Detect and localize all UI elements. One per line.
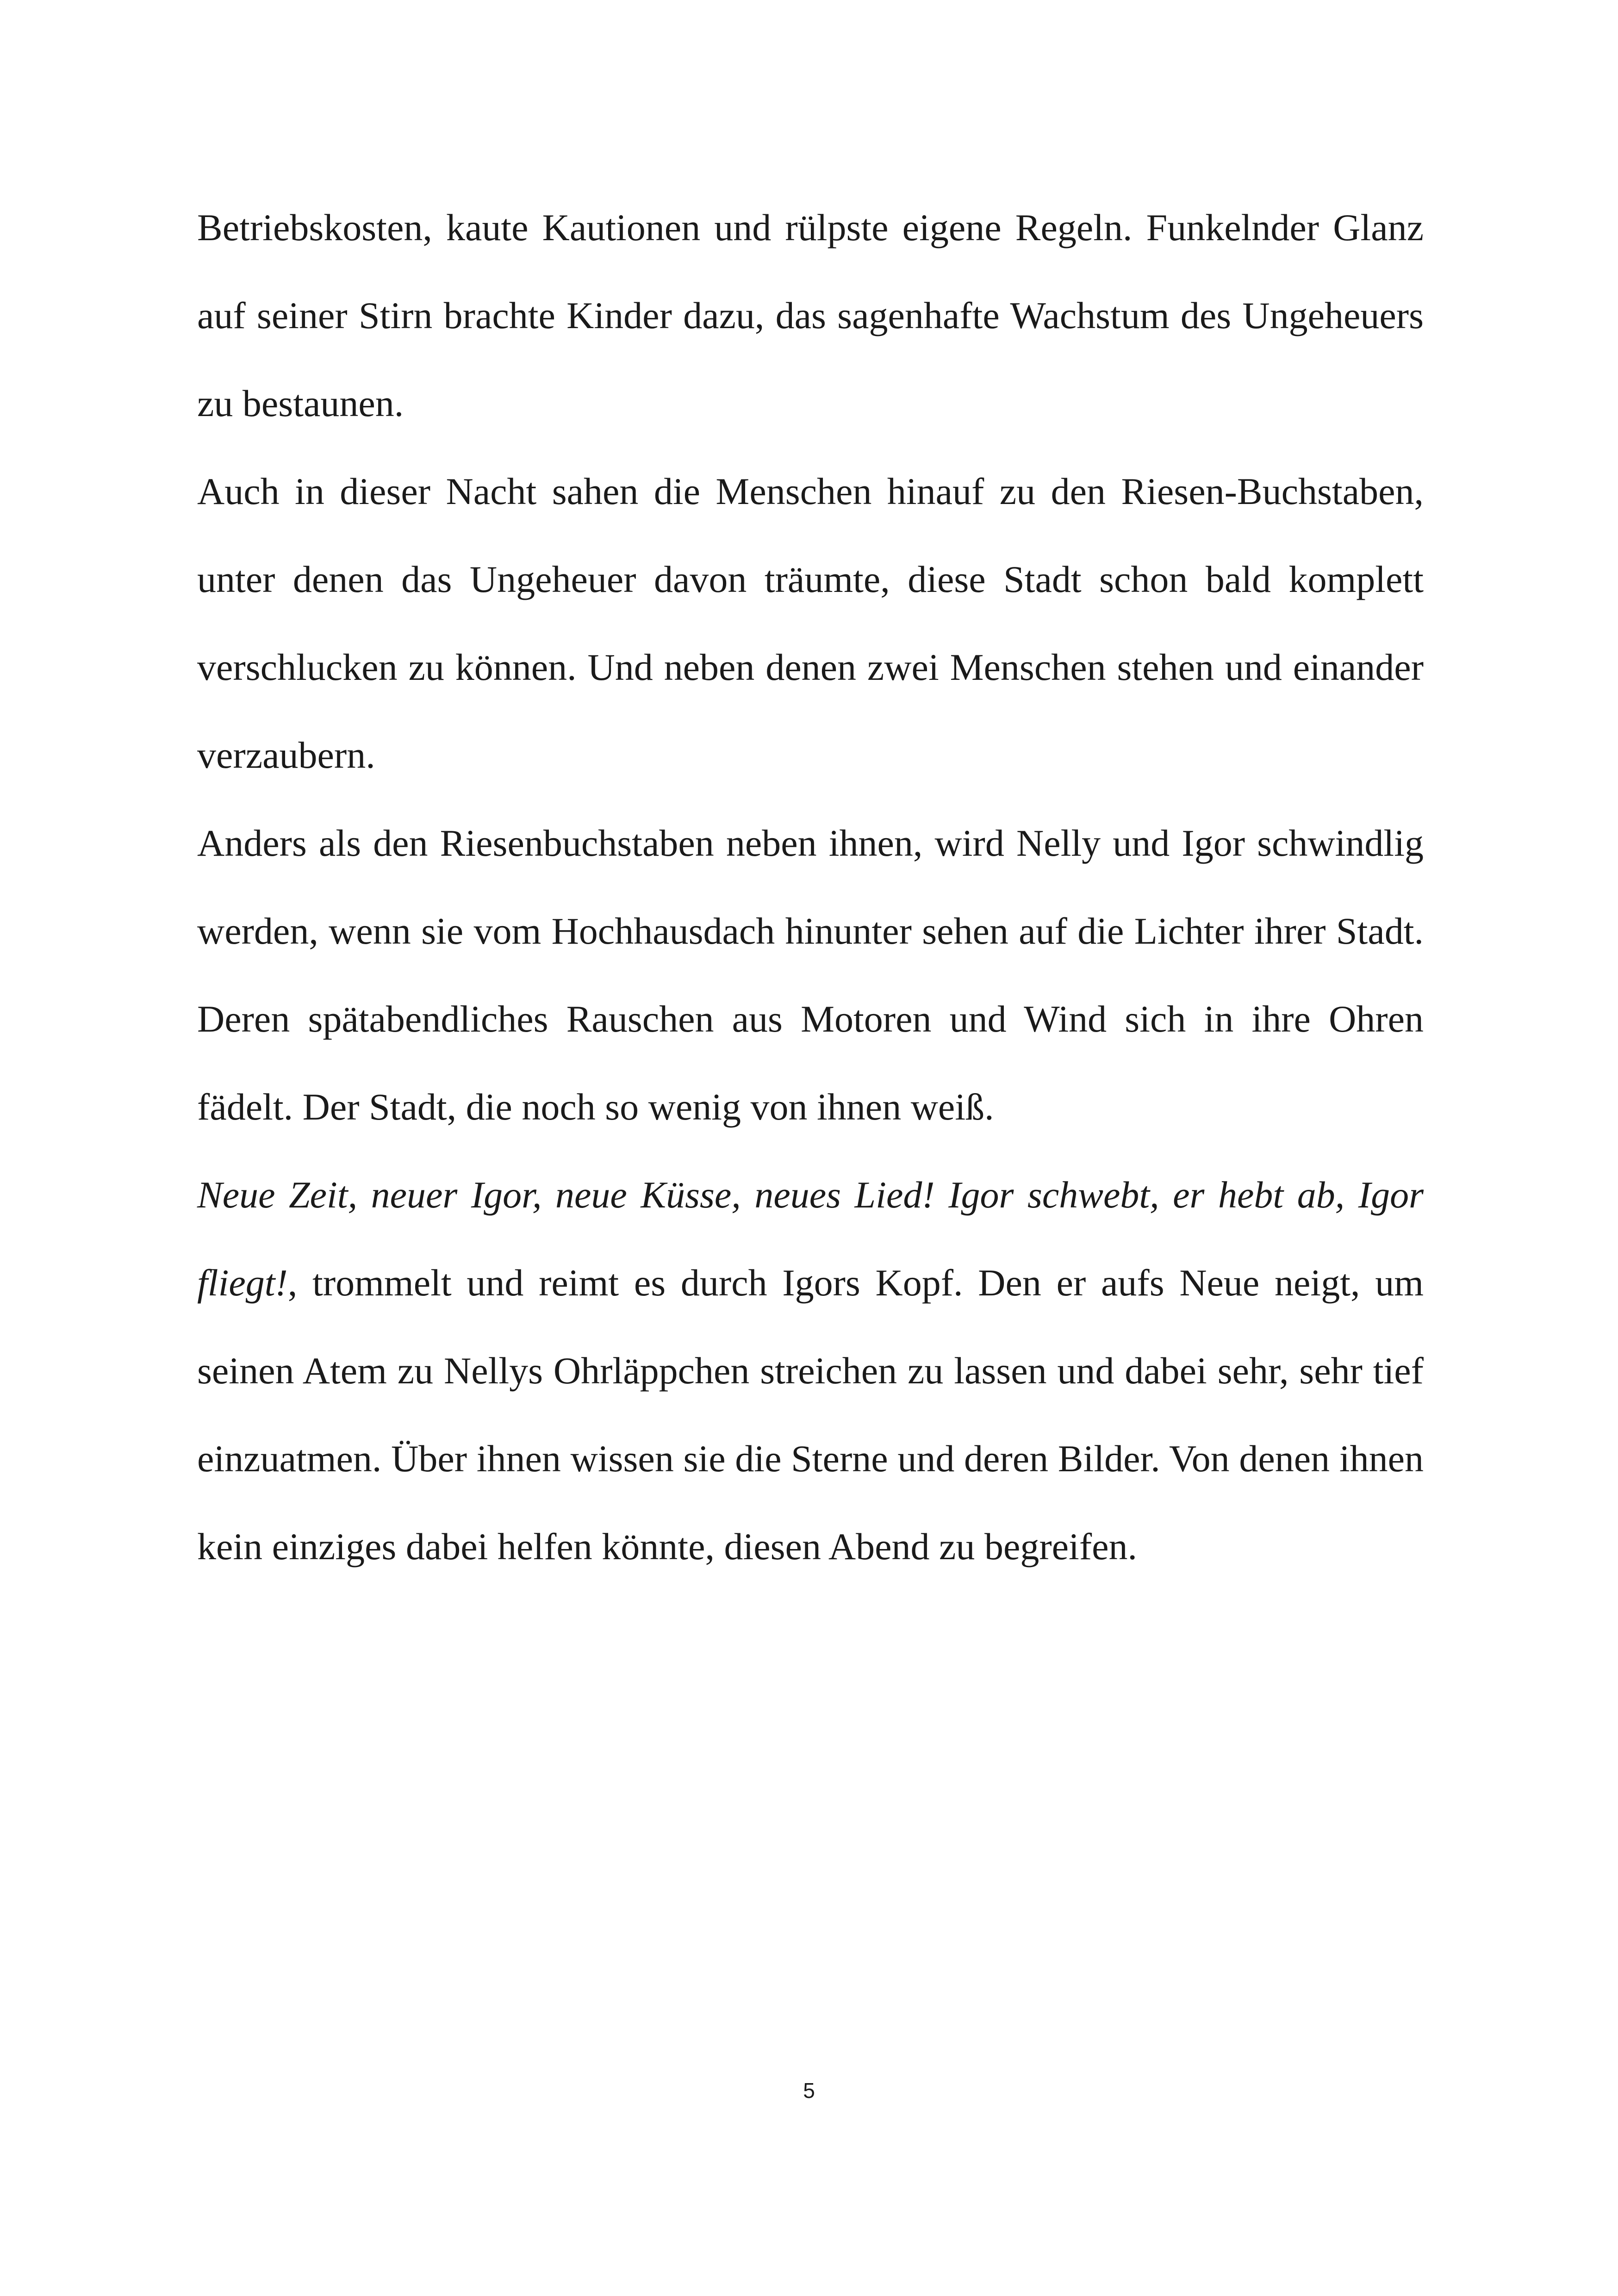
paragraph-4-text: , trommelt und reimt es durch Igors Kopf. Den er aufs Neue neigt, um seinen Atem zu Nellys Ohrläppchen streichen zu lassen und dabei sehr, sehr tief einzuatmen. Über ihnen wissen sie die Sterne und deren Bilder. Von denen ihnen kein einziges dabei helfen könnte, diesen Abend zu begreifen. — [197, 1262, 1424, 1568]
paragraph-2-text: Auch in dieser Nacht sahen die Menschen hinauf zu den Riesen-Buchstaben, unter denen das Ungeheuer davon träumte, diese Stadt schon bald komplett verschlucken zu können. Und neben denen zwei Menschen stehen und einander verzaubern. — [197, 470, 1424, 776]
paragraph-1 — [197, 184, 1424, 448]
paragraph-2 — [197, 448, 1424, 799]
paragraph-3-text: Anders als den Riesenbuchstaben neben ihnen, wird Nelly und Igor schwindlig werden, wenn sie vom Hochhausdach hinunter sehen auf die Lichter ihrer Stadt. Deren spätabendliches Rauschen aus Motoren und Wind sich in ihre Ohren fädelt. Der Stadt, die noch so wenig von ihnen weiß. — [197, 822, 1424, 1128]
paragraph-4-italic-lyric: Neue Zeit, neuer Igor, neue Küsse, neues Lied! Igor schwebt, er hebt ab, Igor fliegt! — [197, 1174, 1424, 1304]
page-number: 5 — [803, 2078, 815, 2103]
paragraph-3 — [197, 799, 1424, 1151]
paragraph-1-text: Betriebskosten, kaute Kautionen und rülpste eigene Regeln. Funkelnder Glanz auf seiner Stirn brachte Kinder dazu, das sagenhafte Wachstum des Ungeheuers zu bestaunen. — [197, 206, 1424, 424]
body-text — [197, 184, 1424, 1591]
paragraph-4 — [197, 1151, 1424, 1591]
